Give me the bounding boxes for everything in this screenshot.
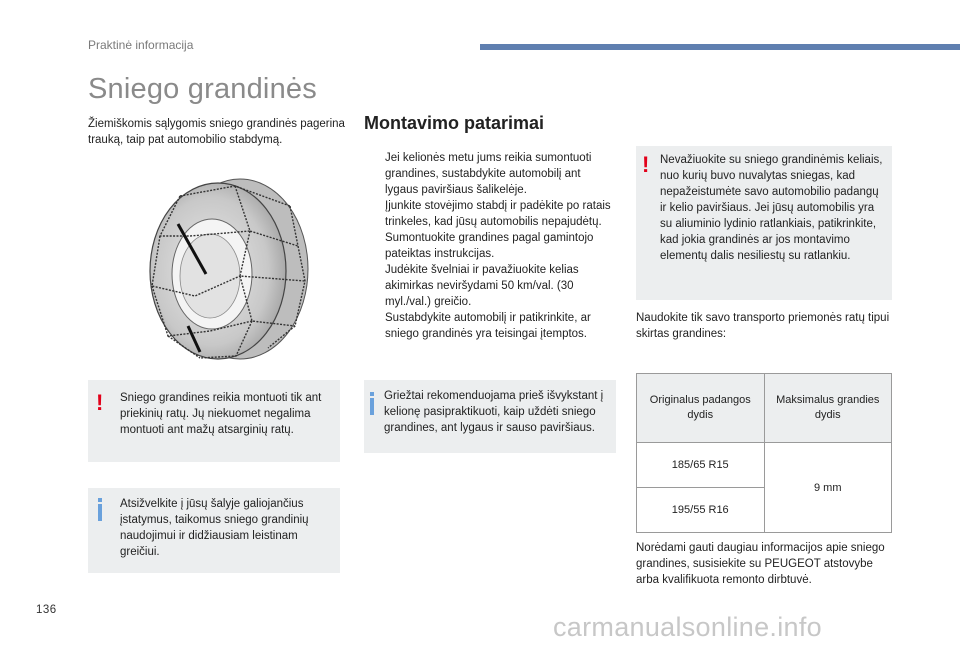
mounting-heading: Montavimo patarimai xyxy=(364,113,545,133)
header-accent-bar xyxy=(480,44,960,50)
tyre-size-cell: 185/65 R15 xyxy=(637,443,765,488)
cleared-roads-warning-text: Nevažiuokite su sniego grandinėmis keliais, nuo kurių buvo nuvalytas sniegas, kad nepažeistumėte savo automobilio padangų ir kelio paviršiaus. Jei jūsų automobilis yra su aliuminio lydinio ratlankiais, patikrinkite, kad jokia grandinės ar jos montavimo elementų dalis nesiliestų su ratlankiu. xyxy=(660,154,883,262)
watermark: carmanualsonline.info xyxy=(553,612,822,642)
info-icon xyxy=(98,504,102,521)
mounting-step xyxy=(364,262,614,310)
dealer-contact-note: Norėdami gauti daugiau informacijos apie sniego grandines, susisiekite su PEUGEOT atstovybe arba kvalifikuota remonto dirbtuvė. xyxy=(636,542,885,586)
mounting-step xyxy=(364,150,614,198)
section-label: Praktinė informacija xyxy=(88,38,194,52)
info-icon xyxy=(370,398,374,415)
mounting-steps-list xyxy=(364,150,614,342)
practice-info-box xyxy=(364,380,616,453)
chain-size-table xyxy=(636,373,892,533)
legislation-info-box xyxy=(88,488,340,573)
mounting-step-text: Judėkite švelniai ir pavažiuokite kelias akimirkas neviršydami 50 km/val. (30 myl./val.) greičio. xyxy=(385,264,579,308)
table-header-tyre-size: Originalus padangos dydis xyxy=(637,374,765,443)
legislation-info-text: Atsižvelkite į jūsų šalyje galiojančius įstatymus, taikomus sniego grandinių naudojimui ir didžiausiam leistinam greičiui. xyxy=(120,498,309,558)
front-wheels-warning-text: Sniego grandines reikia montuoti tik ant priekinių ratų. Jų niekuomet negalima montuoti ant mažų atsarginių ratų. xyxy=(120,392,322,436)
mounting-step-text: Įjunkite stovėjimo stabdį ir padėkite po ratais trinkeles, kad jūsų automobilis nepajudėtų. xyxy=(385,200,611,228)
max-link-cell: 9 mm xyxy=(764,443,892,533)
warning-icon: ! xyxy=(96,390,104,415)
mounting-step xyxy=(364,198,614,230)
table-header-max-link: Maksimalus grandies dydis xyxy=(764,374,892,443)
practice-info-text: Griežtai rekomenduojama prieš išvykstant į kelionę pasipraktikuoti, kaip uždėti sniego grandines, ant lygaus ir sauso paviršiaus. xyxy=(384,390,604,434)
page-number: 136 xyxy=(36,604,57,616)
mounting-step xyxy=(364,310,614,342)
usage-note: Naudokite tik savo transporto priemonės ratų tipui skirtas grandines: xyxy=(636,312,890,340)
page-title: Sniego grandinės xyxy=(88,73,317,105)
table-row xyxy=(637,443,892,488)
warning-icon: ! xyxy=(642,152,650,177)
snow-chain-tire-illustration xyxy=(140,176,310,366)
intro-text: Žiemiškomis sąlygomis sniego grandinės pagerina trauką, taip pat automobilio stabdymą. xyxy=(88,118,345,146)
mounting-step-text: Sumontuokite grandines pagal gamintojo pateiktas instrukcijas. xyxy=(385,232,594,260)
tyre-size-cell: 195/55 R16 xyxy=(637,488,765,533)
cleared-roads-warning-box xyxy=(636,146,892,300)
mounting-step-text: Jei kelionės metu jums reikia sumontuoti grandines, sustabdykite automobilį ant lygaus paviršiaus šalikelėje. xyxy=(385,152,592,196)
table-header-row xyxy=(637,374,892,443)
mounting-step xyxy=(364,230,614,262)
mounting-step-text: Sustabdykite automobilį ir patikrinkite, ar sniego grandinės yra teisingai įtemptos. xyxy=(385,312,591,340)
front-wheels-warning-box xyxy=(88,380,340,462)
